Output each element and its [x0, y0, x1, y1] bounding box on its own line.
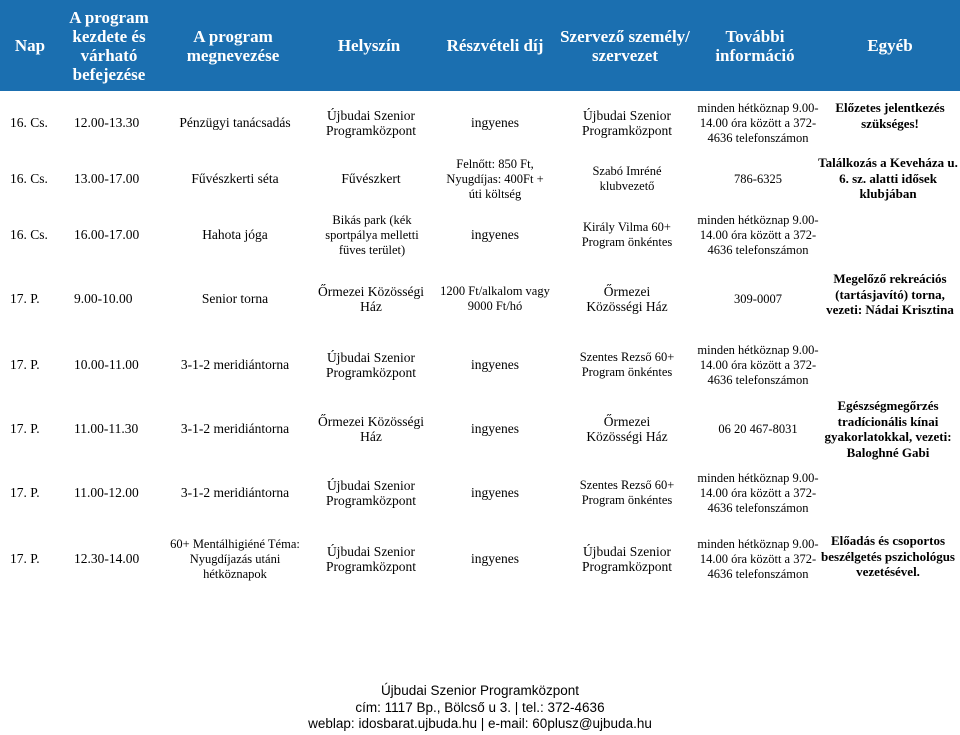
cell-ido: 13.00-17.00 [74, 171, 140, 187]
table-row [0, 204, 960, 266]
cell-helyszin: Bikás park (kék sportpálya melletti füves terület) [325, 212, 419, 257]
cell-helyszin: Újbudai Szenior Programközpont [326, 349, 416, 380]
cell-szervezo: Szentes Rezső 60+ Program önkéntes [579, 350, 675, 379]
cell-dij: 1200 Ft/alkalom vagy 9000 Ft/hó [440, 284, 550, 313]
note-eloadas: Előadás és csoportos beszélgetés pszichológus vezetésével. [821, 533, 955, 579]
cell-info: minden hétköznap 9.00-14.00 óra között a 372-4636 telefonszámon [697, 342, 819, 387]
note-jelentkezes: Előzetes jelentkezés szükséges! [835, 100, 945, 131]
cell-nap: 17. P. [10, 357, 40, 373]
cell-program: Fűvészkerti séta [191, 171, 279, 187]
header-dij: Részvételi díj [446, 36, 544, 55]
cell-szervezo: Újbudai Szenior Programközpont [582, 107, 672, 138]
cell-ido: 16.00-17.00 [74, 227, 140, 243]
cell-info: minden hétköznap 9.00-14.00 óra között a 372-4636 telefonszámon [697, 212, 819, 257]
footer-address: cím: 1117 Bp., Bölcső u 3. | tel.: 372-4636 [355, 699, 605, 715]
cell-nap: 16. Cs. [10, 115, 48, 131]
cell-szervezo: Szentes Rezső 60+ Program önkéntes [579, 478, 675, 507]
cell-ido: 11.00-11.30 [74, 421, 139, 437]
cell-helyszin: Újbudai Szenior Programközpont [326, 543, 416, 574]
footer-org-name: Újbudai Szenior Programközpont [380, 683, 580, 698]
cell-szervezo: Őrmezei Közösségi Ház [586, 413, 668, 444]
cell-nap: 16. Cs. [10, 171, 48, 187]
table-row [0, 398, 960, 460]
table-header [0, 0, 960, 91]
cell-nap: 17. P. [10, 421, 40, 437]
table-row [0, 154, 960, 204]
cell-ido: 12.30-14.00 [74, 551, 140, 567]
cell-dij: Felnőtt: 850 Ft, Nyugdíjas: 400Ft + úti költség [446, 156, 544, 201]
note-torna: Megelőző rekreációs (tartásjavító) torna, vezeti: Nádai Krisztina [826, 271, 954, 317]
table-row [0, 266, 960, 332]
header-nap: Nap [14, 36, 46, 55]
header-helyszin: Helyszín [337, 36, 401, 55]
note-talalkozas: Találkozás a Keveháza u. 6. sz. alatti idősek klubjában [818, 155, 958, 201]
cell-ido: 9.00-10.00 [74, 291, 133, 307]
table-row [0, 460, 960, 526]
cell-program: 3-1-2 meridiántorna [180, 421, 290, 437]
cell-dij: ingyenes [471, 485, 519, 501]
table-row [0, 92, 960, 154]
cell-program: Hahota jóga [202, 227, 268, 243]
cell-info: 06 20 467-8031 [718, 421, 798, 436]
cell-dij: ingyenes [471, 115, 519, 131]
cell-nap: 17. P. [10, 551, 40, 567]
cell-nap: 17. P. [10, 291, 40, 307]
header-egyeb: Egyéb [867, 36, 913, 55]
cell-program: 60+ Mentálhigiéné Téma: Nyugdíjazás utáni hétköznapok [170, 536, 300, 581]
cell-info: minden hétköznap 9.00-14.00 óra között a 372-4636 telefonszámon [697, 100, 819, 145]
cell-helyszin: Újbudai Szenior Programközpont [326, 107, 416, 138]
cell-info: minden hétköznap 9.00-14.00 óra között a 372-4636 telefonszámon [697, 536, 819, 581]
cell-ido: 10.00-11.00 [74, 357, 139, 373]
cell-info: 309-0007 [734, 291, 782, 306]
cell-dij: ingyenes [471, 227, 519, 243]
cell-helyszin: Őrmezei Közösségi Ház [317, 413, 425, 444]
cell-info: minden hétköznap 9.00-14.00 óra között a 372-4636 telefonszámon [697, 470, 819, 515]
cell-dij: ingyenes [471, 421, 519, 437]
cell-program: Senior torna [201, 291, 269, 307]
header-szervezo: Szervező személy/ szervezet [560, 26, 690, 65]
cell-info: 786-6325 [734, 171, 782, 186]
footer-contact: weblap: idosbarat.ujbuda.hu | e-mail: 60plusz@ujbuda.hu [308, 716, 652, 731]
cell-ido: 12.00-13.30 [74, 115, 140, 131]
table-row [0, 332, 960, 398]
cell-szervezo: Őrmezei Közösségi Ház [586, 283, 668, 314]
header-megnevezese: A program megnevezése [186, 26, 280, 65]
header-kezdete: A program kezdete és várható befejezése [69, 7, 149, 84]
cell-helyszin: Fűvészkert [341, 171, 401, 187]
cell-helyszin: Újbudai Szenior Programközpont [326, 477, 416, 508]
cell-program: 3-1-2 meridiántorna [180, 357, 290, 373]
cell-program: Pénzügyi tanácsadás [179, 115, 291, 131]
cell-dij: ingyenes [471, 551, 519, 567]
header-tovabbi: További információ [715, 26, 795, 65]
cell-helyszin: Őrmezei Közösségi Ház [317, 283, 425, 314]
cell-ido: 11.00-12.00 [74, 485, 139, 501]
cell-nap: 16. Cs. [10, 227, 48, 243]
cell-nap: 17. P. [10, 485, 40, 501]
note-kinai: Egészségmegőrzés tradícionális kínai gyakorlatokkal, vezeti: Baloghné Gabi [824, 398, 952, 460]
cell-szervezo: Szabó Imréné klubvezető [592, 164, 662, 193]
footer [0, 683, 960, 733]
cell-szervezo: Újbudai Szenior Programközpont [582, 543, 672, 574]
cell-program: 3-1-2 meridiántorna [180, 485, 290, 501]
cell-dij: ingyenes [471, 357, 519, 373]
cell-szervezo: Király Vilma 60+ Program önkéntes [581, 220, 673, 249]
